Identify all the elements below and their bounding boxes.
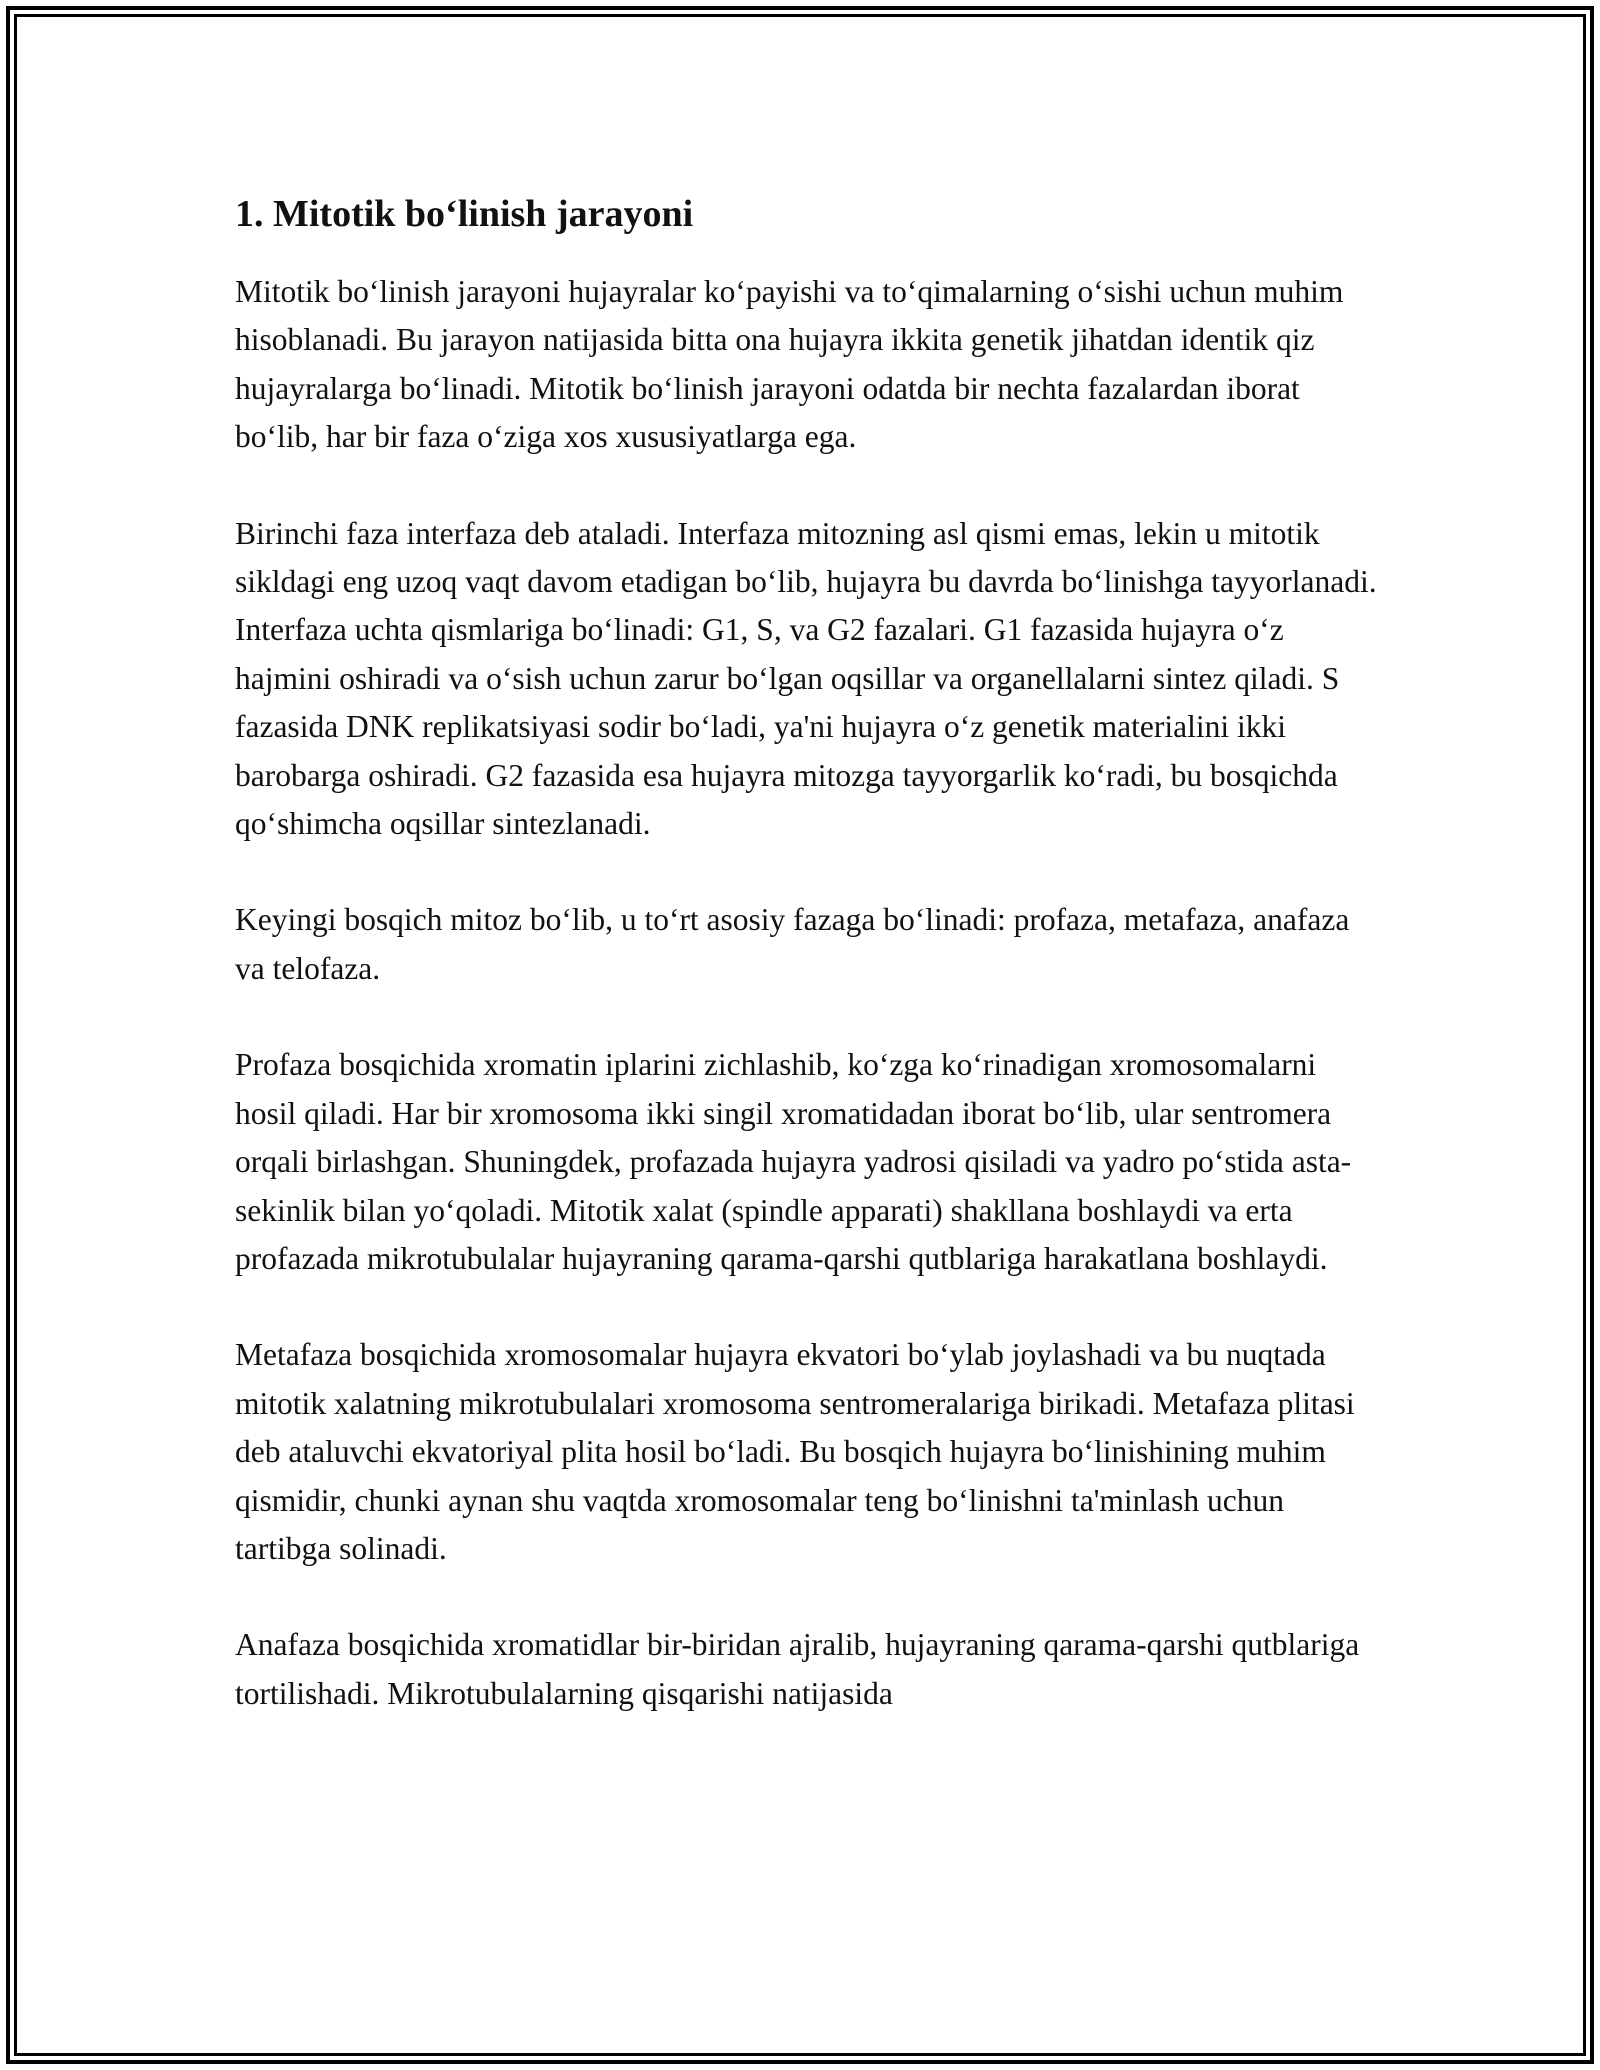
paragraph-anaphase: Anafaza bosqichida xromatidlar bir-biridan ajralib, hujayraning qarama-qarshi qutblariga tortilishadi. Mikrotubulalarning qisqarishi natijasida <box>235 1627 1360 1711</box>
paragraph-prophase: Profaza bosqichida xromatin iplarini zichlashib, ko‘zga ko‘rinadigan xromosomalarni hosil qiladi. Har bir xromosoma ikki singil xromatidadan iborat bo‘lib, ular sentromera orqali birlashgan. Shuningdek, profazada hujayra yadrosi qisiladi va yadro po‘stida asta-sekinlik bilan yo‘qoladi. Mitotik xalat (spindle apparati) shakllana boshlaydi va erta profazada mikrotubulalar hujayraning qarama-qarshi qutblariga harakatlana boshlaydi. <box>235 1047 1352 1276</box>
section-heading: 1. Mitotik bo‘linish jarayoni <box>235 193 694 235</box>
paragraph-interphase: Birinchi faza interfaza deb ataladi. Interfaza mitozning asl qismi emas, lekin u mitotik sikldagi eng uzoq vaqt davom etadigan bo‘lib, hujayra bu davrda bo‘linishga tayyorlanadi. Interfaza uchta qismlariga bo‘linadi: G1, S, va G2 fazalari. G1 fazasida hujayra o‘z hajmini oshiradi va o‘sish uchun zarur bo‘lgan oqsillar va organellalarni sintez qiladi. S fazasida DNK replikatsiyasi sodir bo‘ladi, ya'ni hujayra o‘z genetik materialini ikki barobarga oshiradi. G2 fazasida esa hujayra mitozga tayyorgarlik ko‘radi, bu bosqichda qo‘shimcha oqsillar sintezlanadi. <box>235 515 1377 842</box>
paragraph-metaphase: Metafaza bosqichida xromosomalar hujayra ekvatori bo‘ylab joylashadi va bu nuqtada mitotik xalatning mikrotubulalari xromosoma sentromeralariga birikadi. Metafaza plitasi deb ataluvchi ekvatoriyal plita hosil bo‘ladi. Bu bosqich hujayra bo‘linishining muhim qismidir, chunki aynan shu vaqtda xromosomalar teng bo‘linishni ta'minlash uchun tartibga solinadi. <box>235 1337 1355 1566</box>
paragraph-mitosis-phases: Keyingi bosqich mitoz bo‘lib, u to‘rt asosiy fazaga bo‘linadi: profaza, metafaza, anafaza va telofaza. <box>235 902 1350 986</box>
document-body <box>235 188 1380 1718</box>
paragraph-intro: Mitotik bo‘linish jarayoni hujayralar ko‘payishi va to‘qimalarning o‘sishi uchun muhim hisoblanadi. Bu jarayon natijasida bitta ona hujayra ikkita genetik jihatdan identik qiz hujayralarga bo‘linadi. Mitotik bo‘linish jarayoni odatda bir nechta fazalardan iborat bo‘lib, har bir faza o‘ziga xos xususiyatlarga ega. <box>235 274 1344 455</box>
